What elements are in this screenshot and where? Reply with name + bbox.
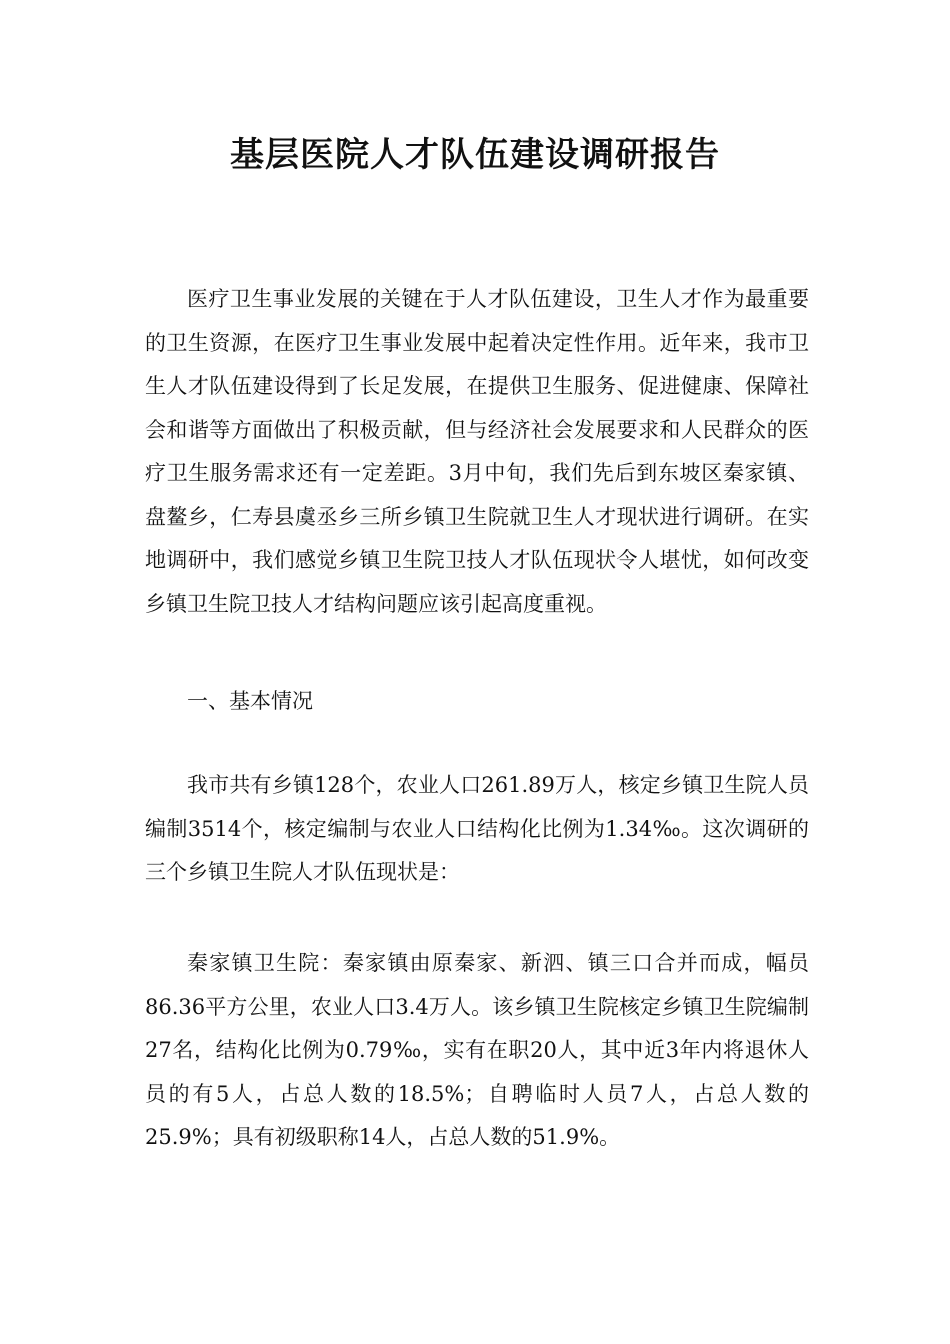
document-title: 基层医院人才队伍建设调研报告 — [230, 135, 720, 175]
statistics-paragraph: 我市共有乡镇128个，农业人口261.89万人，核定乡镇卫生院人员编制3514个，核定编制与农业人口结构化比例为1.34‰。这次调研的三个乡镇卫生院人才队伍现状是： — [145, 773, 809, 884]
section-heading-basic-situation: 一、基本情况 — [187, 689, 313, 713]
intro-paragraph: 医疗卫生事业发展的关键在于人才队伍建设，卫生人才作为最重要的卫生资源，在医疗卫生事业发展中起着决定性作用。近年来，我市卫生人才队伍建设得到了长足发展，在提供卫生服务、促进健康、保障社会和谐等方面做出了积极贡献，但与经济社会发展要求和人民群众的医疗卫生服务需求还有一定差距。3月中旬，我们先后到东坡区秦家镇、盘鳌乡，仁寿县虞丞乡三所乡镇卫生院就卫生人才现状进行调研。在实地调研中，我们感觉乡镇卫生院卫技人才队伍现状令人堪忧，如何改变乡镇卫生院卫技人才结构问题应该引起高度重视。 — [145, 287, 809, 616]
qinjia-hospital-paragraph: 秦家镇卫生院：秦家镇由原秦家、新泗、镇三口合并而成，幅员86.36平方公里，农业人口3.4万人。该乡镇卫生院核定乡镇卫生院编制27名，结构化比例为0.79‰，实有在职20人，其中近3年内将退休人员的有5人，占总人数的18.5%；自聘临时人员7人，占总人数的25.9%；具有初级职称14人，占总人数的51.9%。 — [145, 951, 809, 1149]
